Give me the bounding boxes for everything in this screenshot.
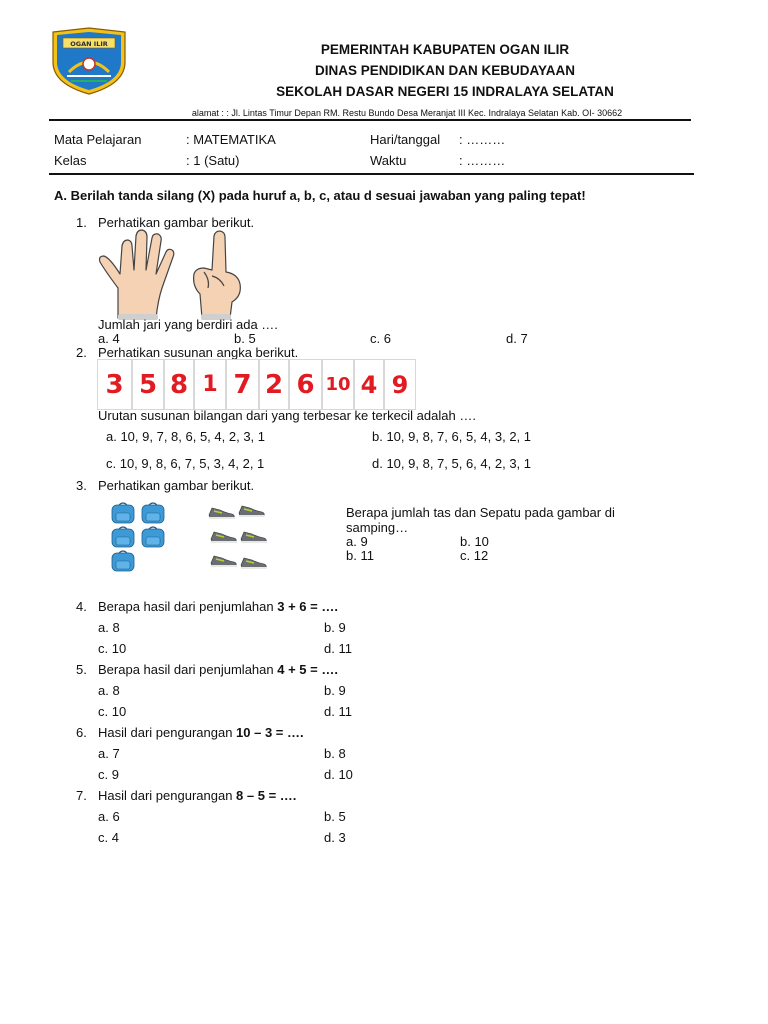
hands-fingers-image [98, 228, 250, 320]
header-line-3: SEKOLAH DASAR NEGERI 15 INDRALAYA SELATAN [276, 84, 614, 99]
school-logo [49, 26, 129, 96]
number-card: 3 [97, 359, 132, 410]
q7-text: Hasil dari pengurangan 8 – 5 = …. [98, 788, 297, 803]
q6-option-c: c. 9 [98, 767, 119, 782]
q5-option-d: d. 11 [324, 704, 352, 719]
q7-option-c: c. 4 [98, 830, 119, 845]
number-card: 5 [132, 359, 164, 410]
q7-option-a: a. 6 [98, 809, 120, 824]
q7-option-b: b. 5 [324, 809, 346, 824]
q4-option-b: b. 9 [324, 620, 346, 635]
q5-number: 5. [76, 662, 87, 677]
section-a-instruction: A. Berilah tanda silang (X) pada huruf a, b, c, atau d sesuai jawaban yang paling tepat! [54, 188, 586, 203]
q1-option-c: c. 6 [370, 331, 391, 346]
school-address: alamat : : Jl. Lintas Timur Depan RM. Restu Bundo Desa Meranjat III Kec. Indralaya Selatan Kab. OI- 30662 [191, 108, 623, 118]
q6-option-d: d. 10 [324, 767, 353, 782]
q3-option-b2: b. 11 [346, 548, 374, 563]
q3-text: Perhatikan gambar berikut. [98, 478, 255, 493]
number-card: 8 [164, 359, 194, 410]
q3-option-c: c. 12 [460, 548, 489, 563]
q4-number: 4. [76, 599, 87, 614]
q1-subtext: Jumlah jari yang berdiri ada …. [98, 317, 278, 332]
kelas-label: Kelas [54, 153, 87, 168]
hari-label: Hari/tanggal [370, 132, 441, 147]
mapel-label: Mata Pelajaran [54, 132, 142, 147]
q5-option-c: c. 10 [98, 704, 127, 719]
q2-number: 2. [76, 345, 87, 360]
number-card: 7 [226, 359, 259, 410]
waktu-value: : ……… [459, 153, 506, 168]
number-card: 10 [322, 359, 354, 410]
q3-side-text-2: samping… [346, 520, 409, 535]
q6-option-a: a. 7 [98, 746, 120, 761]
q6-option-b: b. 8 [324, 746, 346, 761]
number-card: 9 [384, 359, 416, 410]
q4-option-d: d. 11 [324, 641, 352, 656]
q3-number: 3. [76, 478, 87, 493]
header-divider [49, 119, 691, 121]
number-card: 4 [354, 359, 384, 410]
q2-option-b: b. 10, 9, 8, 7, 6, 5, 4, 3, 2, 1 [372, 429, 531, 444]
number-card: 1 [194, 359, 226, 410]
q1-text: Perhatikan gambar berikut. [98, 215, 255, 230]
q7-number: 7. [76, 788, 87, 803]
number-card: 2 [259, 359, 289, 410]
header-line-1: PEMERINTAH KABUPATEN OGAN ILIR [320, 42, 570, 57]
q3-option-b: b. 10 [460, 534, 489, 549]
q3-side-text-1: Berapa jumlah tas dan Sepatu pada gambar di [346, 505, 615, 520]
q3-option-a: a. 9 [346, 534, 368, 549]
q1-number: 1. [76, 215, 87, 230]
q2-text: Perhatikan susunan angka berikut. [98, 345, 299, 360]
q6-number: 6. [76, 725, 87, 740]
q4-text: Berapa hasil dari penjumlahan 3 + 6 = …. [98, 599, 338, 614]
hari-value: : ……… [459, 132, 506, 147]
q7-option-d: d. 3 [324, 830, 346, 845]
info-divider [49, 173, 694, 175]
q4-option-a: a. 8 [98, 620, 120, 635]
number-cards-strip [97, 359, 416, 410]
q2-option-d: d. 10, 9, 8, 7, 5, 6, 4, 2, 3, 1 [372, 456, 531, 471]
q5-option-b: b. 9 [324, 683, 346, 698]
svg-text:OGAN ILIR: OGAN ILIR [70, 40, 108, 48]
header-line-2: DINAS PENDIDIKAN DAN KEBUDAYAAN [314, 63, 576, 78]
q2-option-a: a. 10, 9, 7, 8, 6, 5, 4, 2, 3, 1 [106, 429, 265, 444]
q5-text: Berapa hasil dari penjumlahan 4 + 5 = …. [98, 662, 338, 677]
q4-option-c: c. 10 [98, 641, 127, 656]
waktu-label: Waktu [370, 153, 407, 168]
bags-and-shoes-image [98, 497, 282, 581]
kelas-value: : 1 (Satu) [186, 153, 240, 168]
q1-option-d: d. 7 [506, 331, 528, 346]
q1-option-a: a. 4 [98, 331, 120, 346]
q2-option-c: c. 10, 9, 8, 6, 7, 5, 3, 4, 2, 1 [106, 456, 265, 471]
q2-subtext: Urutan susunan bilangan dari yang terbesar ke terkecil adalah …. [98, 408, 476, 423]
number-card: 6 [289, 359, 322, 410]
q1-option-b: b. 5 [234, 331, 256, 346]
q5-option-a: a. 8 [98, 683, 120, 698]
mapel-value: : MATEMATIKA [186, 132, 276, 147]
q6-text: Hasil dari pengurangan 10 – 3 = …. [98, 725, 304, 740]
